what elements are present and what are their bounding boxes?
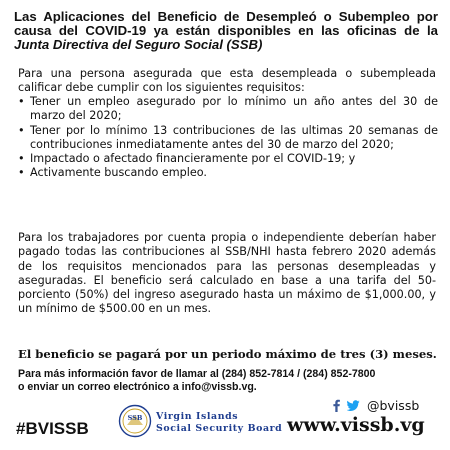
social-links: [330, 398, 419, 413]
social-handle[interactable]: @bvissb: [367, 398, 420, 413]
ssb-seal-logo-icon: [118, 404, 152, 438]
org-name-line2: Social Security Board: [156, 423, 283, 434]
announcement-title: [14, 10, 438, 52]
org-name: [156, 411, 282, 435]
requirement-text: Activamente buscando empleo.: [30, 166, 207, 180]
facebook-icon[interactable]: [330, 399, 343, 412]
list-item: [18, 166, 438, 180]
contact-email-line: o enviar un correo electrónico a info@vissb.vg.: [18, 381, 257, 394]
org-name-line1: Virgin Islands: [156, 411, 239, 422]
list-item: [18, 124, 438, 153]
bullet: •: [18, 152, 25, 166]
bullet: •: [18, 123, 25, 137]
requirement-text: Impactado o afectado financieramente por el COVID-19; y: [30, 152, 356, 166]
requirement-text: Tener un empleo asegurado por lo mínimo un año antes del 30 de marzo del 2020;: [30, 95, 438, 123]
hashtag: #BVISSB: [16, 419, 89, 438]
title-board-name: Junta Directiva del Seguro Social (SSB): [14, 37, 263, 52]
requirement-text: Tener por lo mínimo 13 contribuciones de las ultimas 20 semanas de contribuciones inmediatamente antes del 30 de marzo del 2020;: [30, 123, 438, 151]
website-url[interactable]: www.vissb.vg: [287, 414, 425, 436]
max-period-statement: El beneficio se pagará por un periodo máximo de tres (3) meses.: [18, 347, 437, 361]
self-employed-paragraph: Para los trabajadores por cuenta propia o independiente deberían haber pagado todas las contribuciones al SSB/NHI hasta febrero 2020 además de los requisitos mencionados para las personas desempleadas y aseguradas. El beneficio será calculado en base a una tarifa del 50-porciento (50%) del ingreso asegurado hasta un máximo de $1,000.00, y un mínimo de $500.00 en un mes.: [18, 231, 436, 316]
intro-paragraph: Para una persona asegurada que esta desempleada o subempleada calificar debe cumplir con los siguientes requisitos:: [18, 67, 436, 95]
list-item: [18, 95, 438, 124]
requirements-list: [18, 95, 438, 181]
title-main: Las Aplicaciones del Beneficio de Desempleó o Subempleo por causa del COVID-19 ya están disponibles en las oficinas de la: [14, 9, 438, 38]
list-item: [18, 152, 438, 166]
bullet: •: [18, 95, 25, 108]
contact-phone-line: Para más información favor de llamar al (284) 852-7814 / (284) 852-7800: [18, 368, 376, 380]
twitter-icon[interactable]: [347, 399, 360, 412]
seal-text: SSB: [127, 414, 143, 422]
contact-info: [18, 368, 438, 394]
bullet: •: [18, 166, 25, 180]
